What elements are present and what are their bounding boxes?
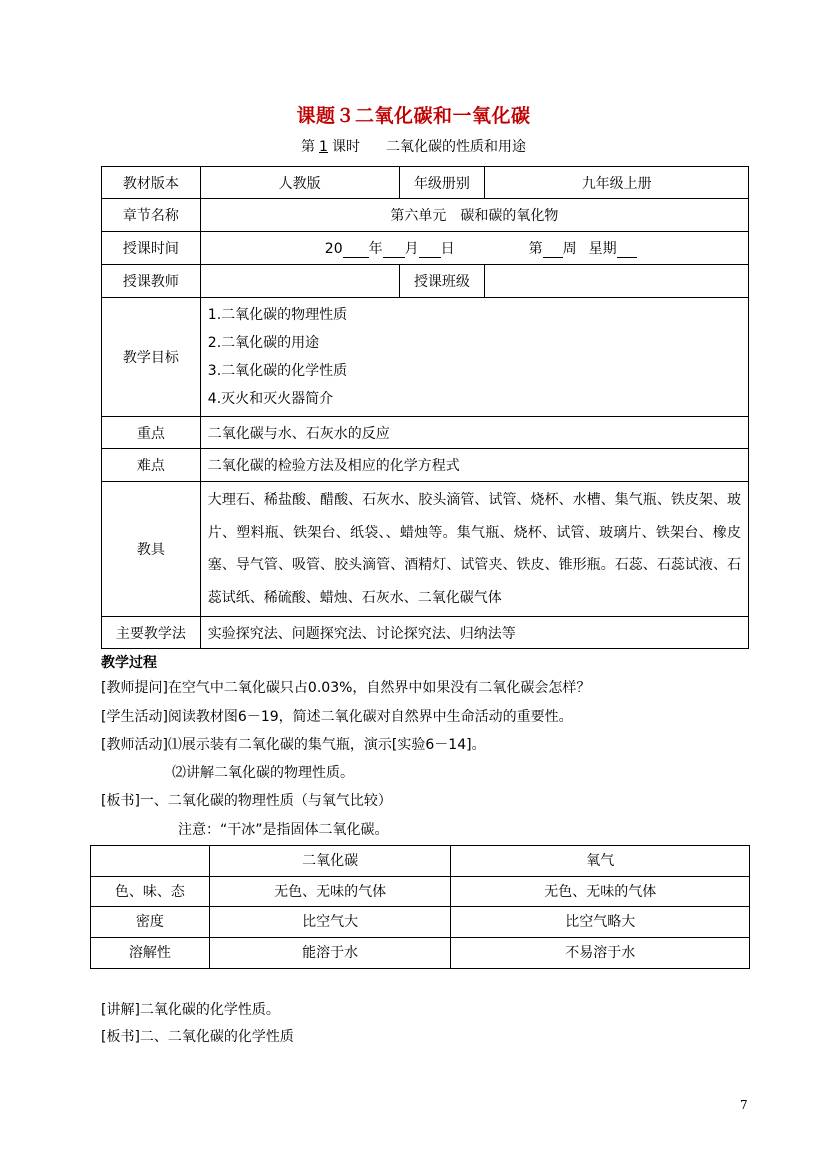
process-line: 注意：“干冰”是指固体二氧化碳。 bbox=[178, 822, 389, 838]
grade-value: 九年级上册 bbox=[485, 167, 749, 199]
key-value: 二氧化碳与水、石灰水的反应 bbox=[200, 417, 748, 449]
table-row bbox=[102, 167, 749, 199]
row-label: 色、味、态 bbox=[91, 877, 210, 907]
week-blank bbox=[543, 241, 563, 258]
header-cell bbox=[91, 846, 210, 877]
lesson-number: 1 bbox=[319, 139, 328, 155]
row-label: 溶解性 bbox=[91, 938, 210, 969]
time-label: 授课时间 bbox=[102, 232, 201, 265]
time-week: 周 bbox=[562, 241, 577, 257]
time-day: 日 bbox=[440, 241, 455, 257]
key-label: 重点 bbox=[102, 417, 201, 449]
lesson-topic: 二氧化碳的性质和用途 bbox=[385, 139, 526, 155]
table-row bbox=[91, 846, 750, 877]
table-row bbox=[102, 199, 749, 232]
class-value bbox=[485, 265, 749, 298]
method-label: 主要教学法 bbox=[102, 617, 201, 649]
table-cell: 无色、无味的气体 bbox=[209, 877, 451, 907]
table-row bbox=[102, 265, 749, 298]
table-row bbox=[102, 482, 749, 617]
weekday-blank bbox=[617, 241, 637, 258]
table-row bbox=[91, 938, 750, 969]
teacher-label: 授课教师 bbox=[102, 265, 201, 298]
table-row bbox=[102, 449, 749, 482]
table-row bbox=[91, 907, 750, 938]
difficulty-label: 难点 bbox=[102, 449, 201, 482]
table-row bbox=[102, 232, 749, 265]
process-heading: 教学过程 bbox=[101, 655, 157, 671]
process-line: [教师提问]在空气中二氧化碳只占0.03%，自然界中如果没有二氧化碳会怎样？ bbox=[101, 680, 591, 696]
time-year-prefix: 20 bbox=[324, 241, 343, 257]
edition-label: 教材版本 bbox=[102, 167, 201, 199]
teacher-value bbox=[200, 265, 399, 298]
process-line: ⑵讲解二氧化碳的物理性质。 bbox=[172, 765, 354, 781]
time-month: 月 bbox=[404, 241, 419, 257]
page-number: 7 bbox=[740, 1098, 748, 1112]
tools-value: 大理石、稀盐酸、醋酸、石灰水、胶头滴管、试管、烧杯、水槽、集气瓶、铁皮架、玻片、塑料瓶、铁架台、纸袋、、蜡烛等。集气瓶、烧杯、试管、玻璃片、铁架台、橡皮塞、导气管、吸管、胶头滴管、酒精灯、试管夹、铁皮、锥形瓶。石蕊、石蕊试液、石蕊试纸、稀硫酸、蜡烛、石灰水、二氧化碳气体 bbox=[200, 482, 748, 617]
time-weekday: 星期 bbox=[588, 241, 617, 257]
table-cell: 无色、无味的气体 bbox=[451, 877, 750, 907]
tools-label: 教具 bbox=[102, 482, 201, 617]
time-week-prefix: 第 bbox=[528, 241, 543, 257]
process-line: [学生活动]阅读教材图6－19，简述二氧化碳对自然界中生命活动的重要性。 bbox=[101, 709, 573, 725]
year-blank bbox=[343, 241, 369, 258]
lesson-subtitle bbox=[0, 136, 827, 156]
time-year: 年 bbox=[368, 241, 383, 257]
process-line: [板书]二、二氧化碳的化学性质 bbox=[101, 1029, 294, 1045]
header-cell: 二氧化碳 bbox=[209, 846, 451, 877]
time-value bbox=[200, 232, 748, 265]
process-line: [板书]一、二氧化碳的物理性质（与氧气比较） bbox=[101, 793, 392, 809]
table-row bbox=[102, 417, 749, 449]
chapter-label: 章节名称 bbox=[102, 199, 201, 232]
grade-label: 年级册别 bbox=[399, 167, 485, 199]
method-value: 实验探究法、问题探究法、讨论探究法、归纳法等 bbox=[200, 617, 748, 649]
table-cell: 比空气略大 bbox=[451, 907, 750, 938]
class-label: 授课班级 bbox=[399, 265, 485, 298]
day-blank bbox=[419, 241, 441, 258]
table-row bbox=[102, 298, 749, 417]
lesson-info-table bbox=[101, 166, 749, 649]
header-cell: 氧气 bbox=[451, 846, 750, 877]
table-row bbox=[102, 617, 749, 649]
goals-list bbox=[200, 298, 748, 417]
table-cell: 能溶于水 bbox=[209, 938, 451, 969]
edition-value: 人教版 bbox=[200, 167, 399, 199]
difficulty-value: 二氧化碳的检验方法及相应的化学方程式 bbox=[200, 449, 748, 482]
goals-label: 教学目标 bbox=[102, 298, 201, 417]
goal-item: 3.二氧化碳的化学性质 bbox=[207, 363, 348, 379]
page-title: 课题３二氧化碳和一氧化碳 bbox=[296, 105, 531, 127]
lesson-suffix: 课时 bbox=[331, 139, 360, 155]
row-label: 密度 bbox=[91, 907, 210, 938]
table-row bbox=[91, 877, 750, 907]
table-cell: 比空气大 bbox=[209, 907, 451, 938]
goal-item: 1.二氧化碳的物理性质 bbox=[207, 307, 348, 323]
chapter-value: 第六单元 碳和碳的氧化物 bbox=[200, 199, 748, 232]
comparison-table bbox=[90, 845, 750, 969]
goal-item: 4.灭火和灭火器简介 bbox=[207, 391, 334, 407]
process-line: [讲解]二氧化碳的化学性质。 bbox=[101, 1002, 280, 1018]
process-line: [教师活动]⑴展示装有二氧化碳的集气瓶，演示[实验6－14]。 bbox=[101, 737, 486, 753]
month-blank bbox=[383, 241, 405, 258]
table-cell: 不易溶于水 bbox=[451, 938, 750, 969]
goal-item: 2.二氧化碳的用途 bbox=[207, 335, 320, 351]
lesson-prefix: 第 bbox=[301, 139, 316, 155]
